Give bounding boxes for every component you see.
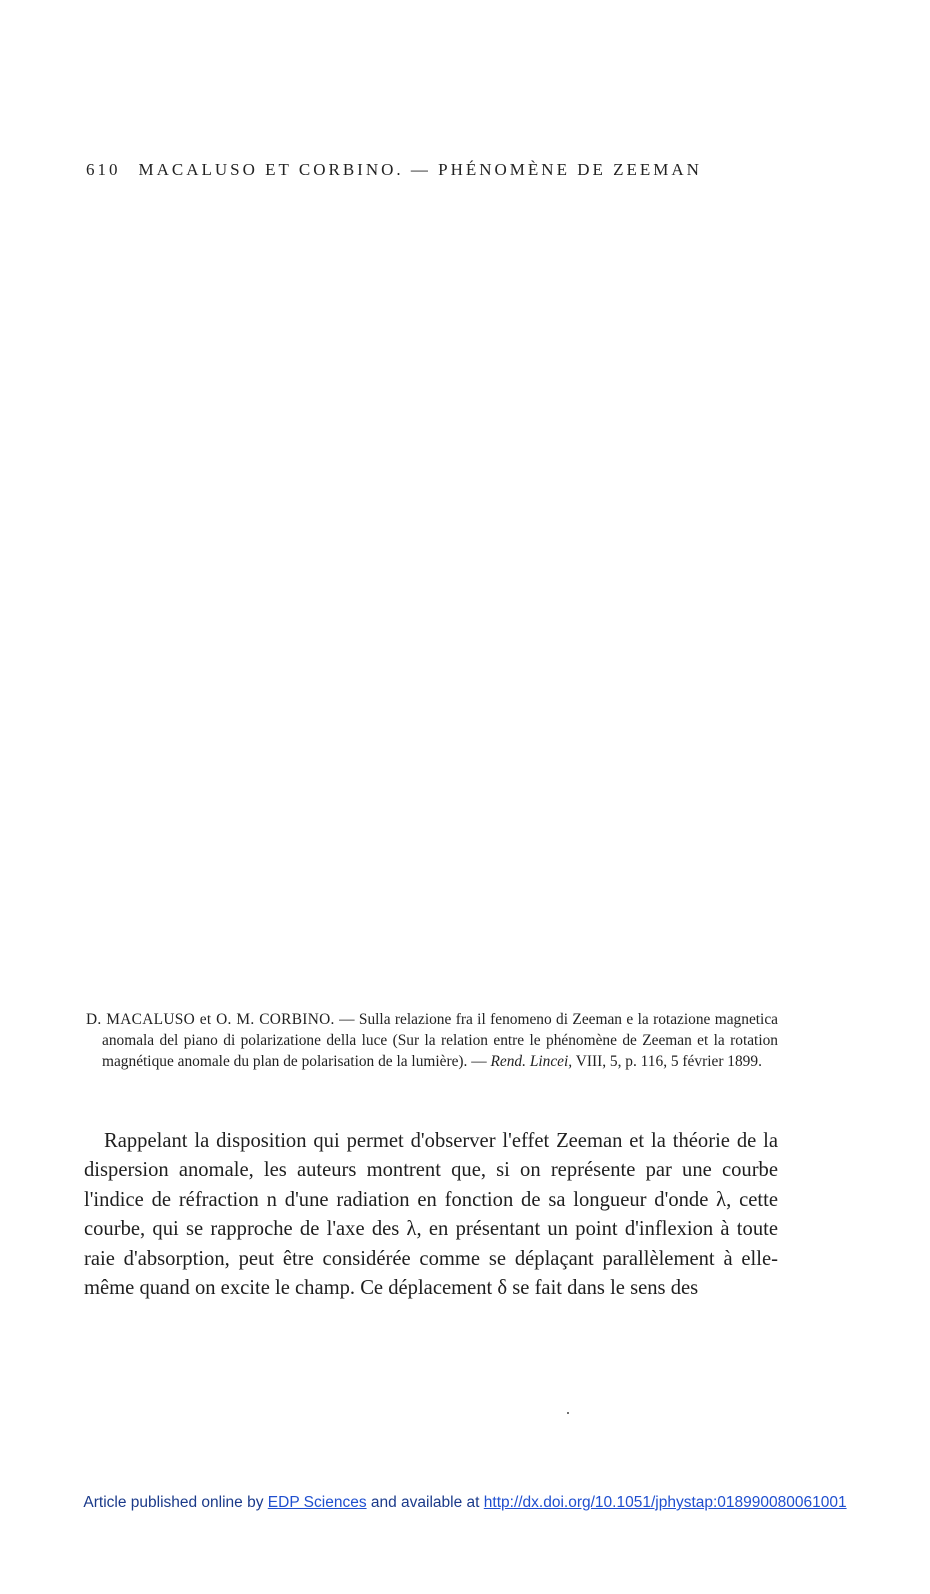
doi-link[interactable]: http://dx.doi.org/10.1051/jphystap:018990080061001 bbox=[483, 1494, 847, 1511]
print-speck bbox=[567, 1412, 569, 1414]
abstract-paragraph: Rappelant la disposition qui permet d'observer l'effet Zeeman et la théorie de la dispersion anomale, les auteurs montrent que, si on représente par une courbe l'indice de réfraction n d'une radiation en fonction de sa longueur d'onde λ, cette courbe, qui se rapproche de l'axe des λ, en présentant un point d'inflexion à toute raie d'absorption, peut être considérée comme se déplaçant parallèlement à elle-même quand on excite le champ. Ce déplacement δ se fait dans le sens des bbox=[84, 1130, 778, 1300]
running-title: MACALUSO ET CORBINO. — PHÉNOMÈNE DE ZEEMAN bbox=[138, 160, 702, 179]
bibliographic-citation bbox=[86, 1009, 778, 1072]
citation-title: — Sulla relazione fra il fenomeno di Zeeman e la rotazione magnetica anomala del piano di polarizatione della luce (Sur la relation entre le phénomène de Zeeman et la rotation magnétique anomale du plan de polarisation de la lumière). — bbox=[102, 1011, 778, 1070]
citation-journal: Rend. Lincei, bbox=[490, 1053, 573, 1070]
citation-authors: D. MACALUSO et O. M. CORBINO. bbox=[86, 1011, 335, 1028]
page-number: 610 bbox=[86, 160, 121, 179]
footer-prefix: Article published online by bbox=[83, 1494, 268, 1511]
citation-details: VIII, 5, p. 116, 5 février 1899. bbox=[572, 1053, 762, 1070]
publication-footer bbox=[0, 1494, 930, 1512]
publisher-link[interactable]: EDP Sciences bbox=[267, 1494, 367, 1511]
footer-middle: and available at bbox=[366, 1494, 484, 1511]
running-head bbox=[86, 160, 786, 180]
